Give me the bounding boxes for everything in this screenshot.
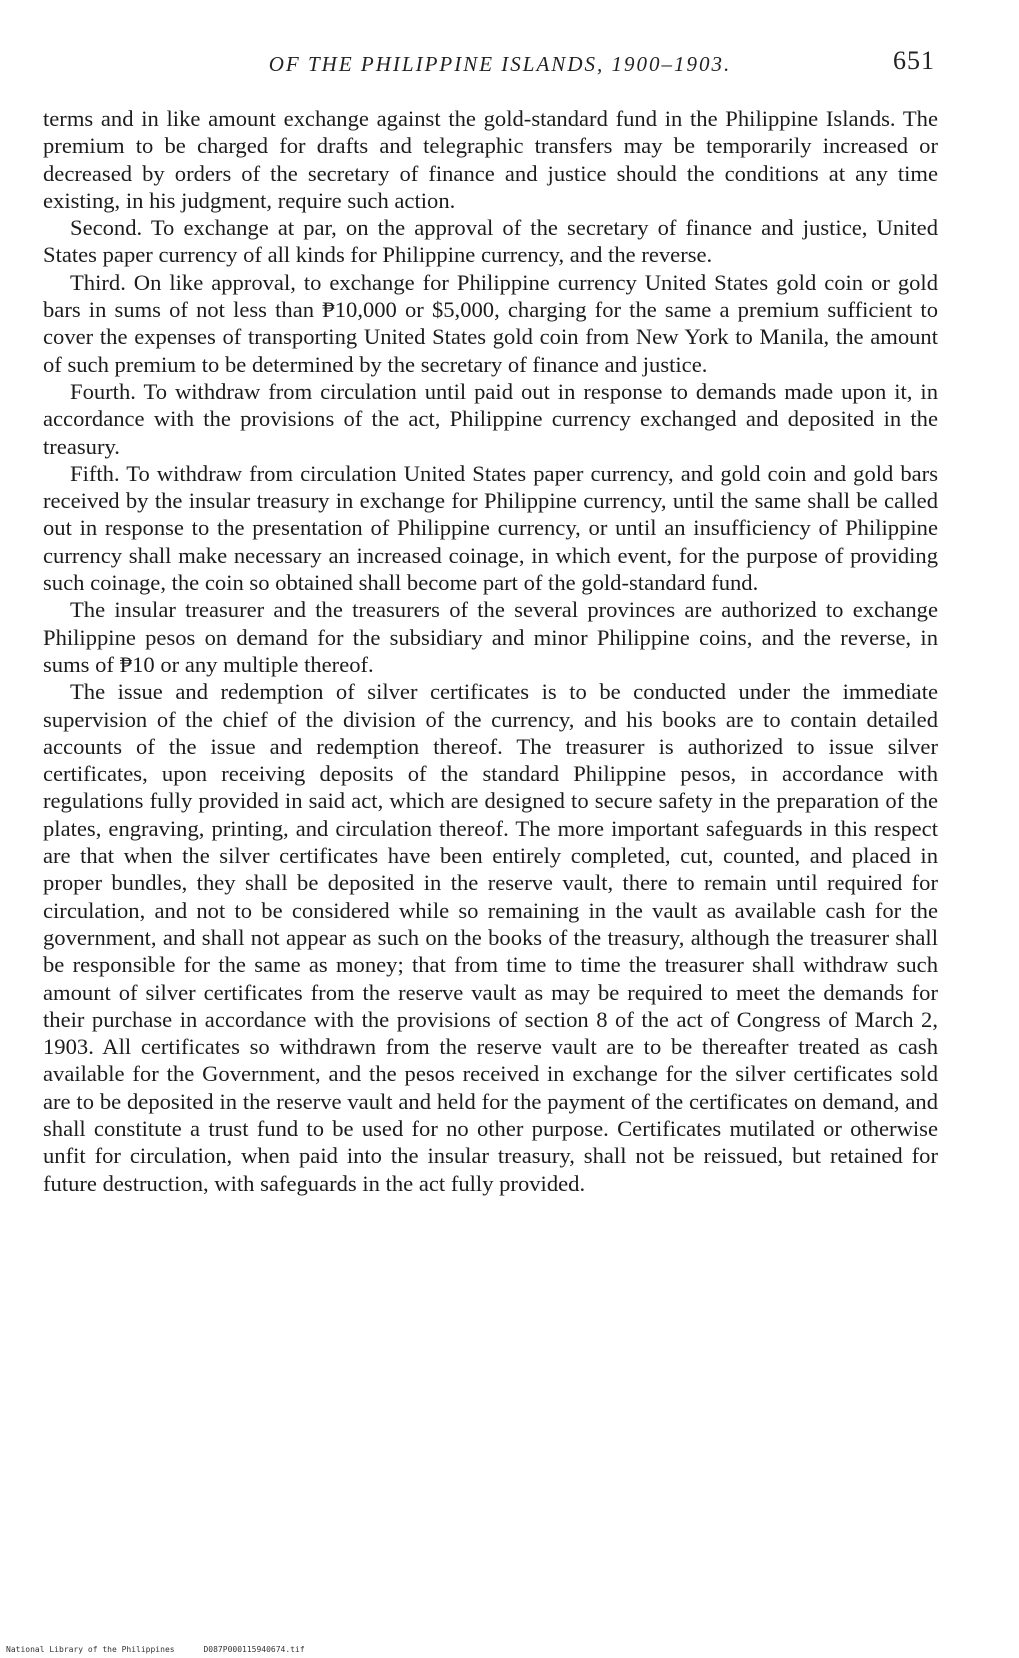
paragraph-fifth: Fifth. To withdraw from circulation United States paper currency, and gold coin and gold bars received by the insular treasury in exchange for Philippine currency, until the same shall be called out in response to the presentation of Philippine currency, or until an insufficiency of Philippine currency shall make necessary an increased coinage, in which event, for the purpose of providing such coinage, the coin so obtained shall become part of the gold-standard fund. [43, 460, 938, 596]
paragraph-third: Third. On like approval, to exchange for Philippine currency United States gold coin or gold bars in sums of not less than ₱10,000 or $5,000, charging for the same a premium sufficient to cover the expenses of transporting United States gold coin from New York to Manila, the amount of such premium to be determined by the secretary of finance and justice. [43, 269, 938, 377]
paragraph-continuation: terms and in like amount exchange against the gold-standard fund in the Philippine Islands. The premium to be charged for drafts and telegraphic transfers may be temporarily increased or decreased by orders of the secretary of finance and justice should the conditions at any time existing, in his judgment, require such action. [43, 106, 938, 213]
body-text [43, 105, 938, 1197]
scan-footer [6, 1645, 305, 1654]
footer-file-id: D087P000115940674.tif [203, 1645, 305, 1654]
paragraph-silver-certificates: The issue and redemption of silver certificates is to be conducted under the immediate supervision of the chief of the division of the currency, and his books are to contain detailed accounts of the issue and redemption thereof. The treasurer is authorized to issue silver certificates, upon receiving deposits of the standard Philippine pesos, in accordance with regulations fully provided in said act, which are designed to secure safety in the preparation of the plates, engraving, printing, and circulation thereof. The more important safeguards in this respect are that when the silver certificates have been entirely completed, cut, counted, and placed in proper bundles, they shall be deposited in the reserve vault, there to remain until required for circulation, and not to be considered while so remaining in the vault as available cash for the government, and shall not appear as such on the books of the treasury, although the treasurer shall be responsible for the same as money; that from time to time the treasurer shall withdraw such amount of silver certificates from the reserve vault as may be required to meet the demands for their purchase in accordance with the provisions of section 8 of the act of Congress of March 2, 1903. All certificates so withdrawn from the reserve vault are to be thereafter treated as cash available for the Government, and the pesos received in exchange for the silver certificates sold are to be deposited in the reserve vault and held for the payment of the certificates on demand, and shall constitute a trust fund to be used for no other purpose. Certificates mutilated or otherwise unfit for circulation, when paid into the insular treasury, shall not be reissued, but retained for future destruction, with safeguards in the act fully provided. [43, 679, 938, 1196]
paragraph-subsidiary-coins: The insular treasurer and the treasurers of the several provinces are authorized to exchange Philippine pesos on demand for the subsidiary and minor Philippine coins, and the reverse, in sums of ₱10 or any multiple thereof. [43, 597, 938, 677]
page-number: 651 [893, 46, 935, 75]
paragraph-second: Second. To exchange at par, on the approval of the secretary of finance and justice, United States paper currency of all kinds for Philippine currency, and the reverse. [43, 215, 938, 268]
paragraph-fourth: Fourth. To withdraw from circulation until paid out in response to demands made upon it, in accordance with the provisions of the act, Philippine currency exchanged and deposited in the treasury. [43, 378, 938, 459]
footer-library: National Library of the Philippines [6, 1645, 175, 1654]
running-head-title: OF THE PHILIPPINE ISLANDS, 1900–1903. [268, 52, 732, 76]
